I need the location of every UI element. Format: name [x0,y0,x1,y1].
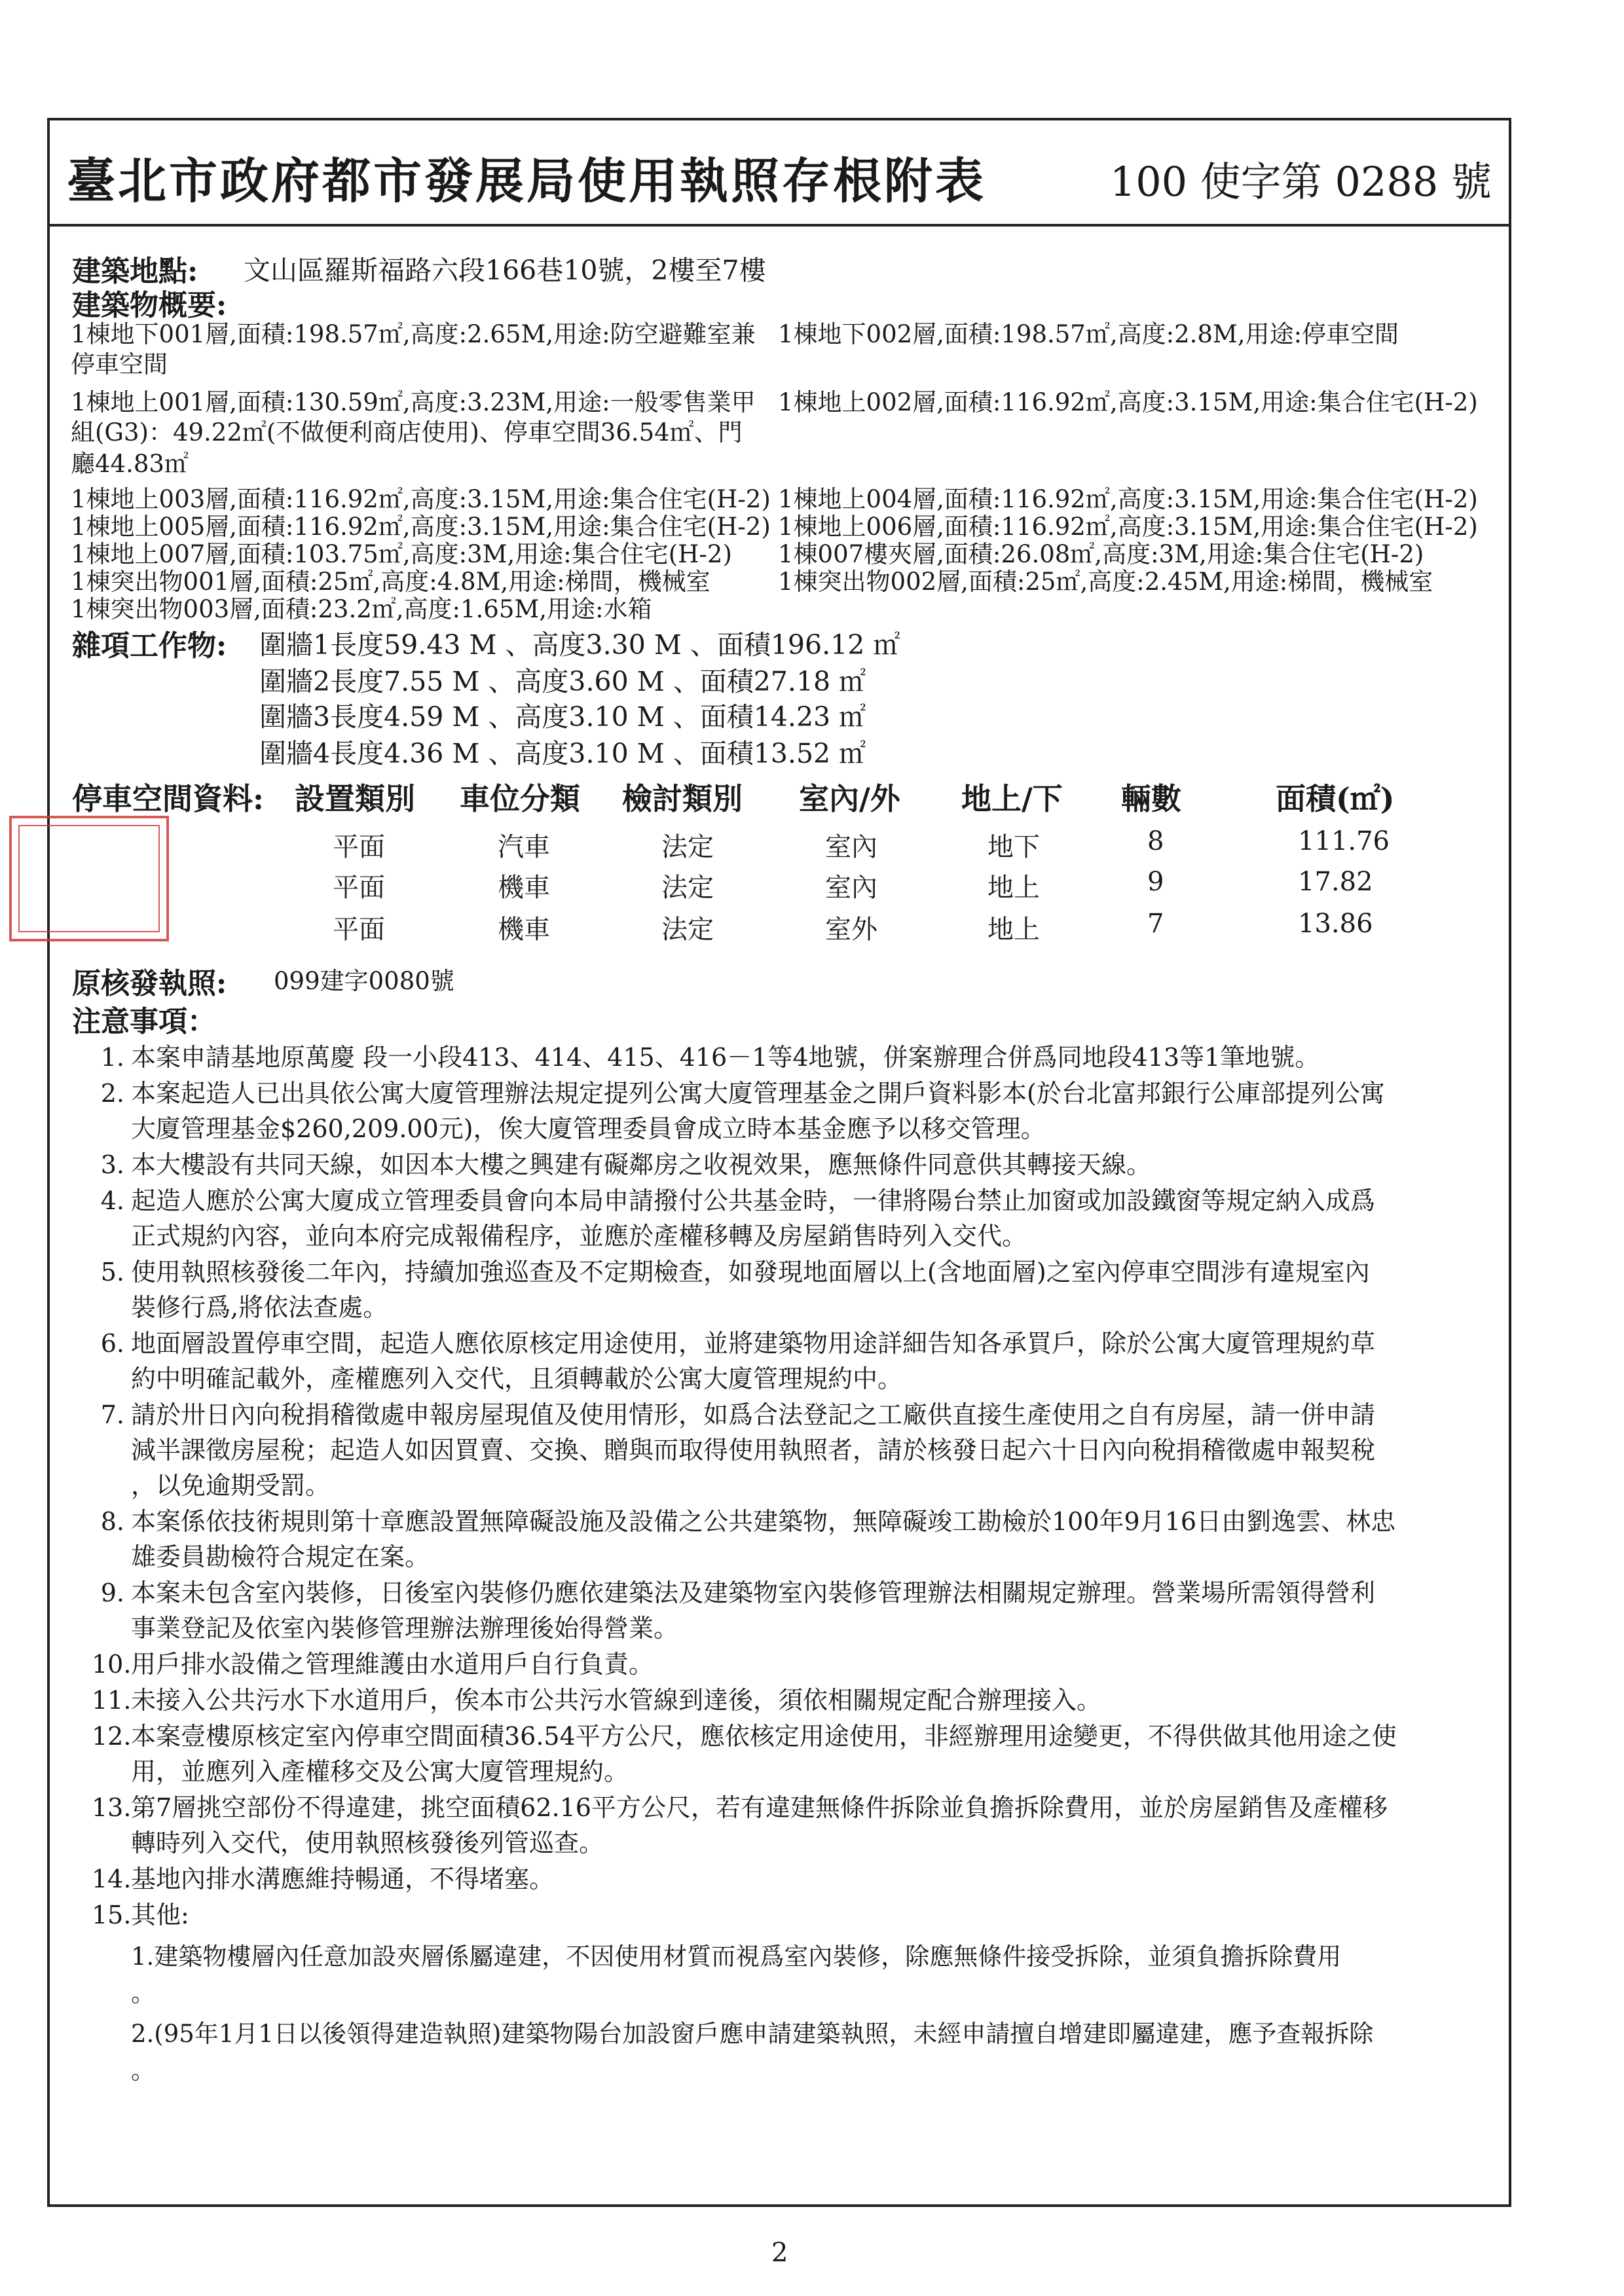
parking-cell: 平面 [333,915,385,945]
parking-cell: 法定 [661,915,714,945]
note-line: 本案申請基地原萬慶 段一小段413、414、415、416－1等4地號，併案辦理合併爲同地段413等1筆地號。 [131,1043,1320,1072]
note-line: 事業登記及依室內裝修管理辦法辦理後始得營業。 [131,1614,679,1643]
note-line: 地面層設置停車空間，起造人應依原核定用途使用，並將建築物用途詳細告知各承買戶，除於公寓大廈管理規約草 [131,1329,1376,1358]
parking-cell: 13.86 [1298,909,1373,939]
page-number: 2 [771,2238,788,2268]
note-text [131,1076,1486,1146]
overview-r3: 1棟突出物003層,面積:23.2㎡,高度:1.65M,用途:水箱 [71,595,652,623]
parking-cell: 111.76 [1298,826,1390,856]
note-text [131,1790,1486,1861]
note-sub-line: 。 [131,1979,155,2007]
parking-header-type: 設置類別 [295,781,415,816]
note-item [92,1397,1500,1503]
parking-cell: 平面 [333,832,385,862]
parking-cell: 機車 [498,915,550,945]
note-number: 10. [92,1650,132,1679]
note-text [131,1897,1486,1933]
parking-cell: 機車 [498,873,550,903]
note-number: 6. [100,1329,124,1358]
overview-label: 建築物概要: [72,289,227,322]
overview-f2: 1棟地上002層,面積:116.92㎡,高度:3.15M,用途:集合住宅(H-2) [778,388,1478,416]
note-number: 8. [100,1507,124,1536]
parking-cell: 17.82 [1298,867,1373,897]
note-item [92,1683,1500,1718]
note-line: 未接入公共污水下水道用戶，俟本市公共污水管線到達後，須依相關規定配合辦理接入。 [131,1686,1102,1715]
official-seal-icon [9,816,169,941]
overview-r2: 1棟突出物002層,面積:25㎡,高度:2.45M,用途:梯間，機械室 [778,568,1433,596]
misc-item: 圍牆3長度4.59 M 、高度3.10 M 、面積14.23 ㎡ [259,701,866,733]
parking-cell: 7 [1147,909,1164,939]
note-number: 14. [92,1865,132,1893]
note-line: 本大樓設有共同天線，如因本大樓之興建有礙鄰房之收視效果，應無條件同意供其轉接天線。 [131,1150,1152,1179]
parking-cell: 8 [1147,826,1164,856]
note-item [92,1504,1500,1575]
misc-item: 圍牆2長度7.55 M 、高度3.60 M 、面積27.18 ㎡ [259,666,866,697]
overview-f7: 1棟地上007層,面積:103.75㎡,高度:3M,用途:集合住宅(H-2) [71,540,732,568]
overview-f5: 1棟地上005層,面積:116.92㎡,高度:3.15M,用途:集合住宅(H-2) [71,513,771,541]
parking-cell: 室內 [825,832,877,862]
note-line: 轉時列入交代，使用執照核發後列管巡查。 [131,1829,604,1857]
note-number: 1. [100,1043,124,1072]
note-item [92,1861,1500,1897]
note-line: 大廈管理基金$260,209.00元)，俟大廈管理委員會成立時本基金應予以移交管理。 [131,1114,1046,1143]
note-text [131,1183,1486,1254]
overview-b1-line1: 1棟地下001層,面積:198.57㎡,高度:2.65M,用途:防空避難室兼 [71,320,756,348]
note-number: 9. [100,1578,124,1607]
parking-header-area: 面積(㎡) [1276,781,1395,816]
original-permit-value: 099建字0080號 [274,967,454,995]
overview-f6: 1棟地上006層,面積:116.92㎡,高度:3.15M,用途:集合住宅(H-2) [778,513,1478,541]
parking-header-vehicle: 車位分類 [460,781,580,816]
note-text [131,1254,1486,1325]
site-label: 建築地點: [72,255,198,288]
parking-cell: 地上 [987,915,1040,945]
note-number: 13. [92,1793,132,1822]
notes-label: 注意事項： [72,1005,216,1038]
overview-f4: 1棟地上004層,面積:116.92㎡,高度:3.15M,用途:集合住宅(H-2) [778,485,1478,513]
overview-m7: 1棟007樓夾層,面積:26.08㎡,高度:3M,用途:集合住宅(H-2) [778,540,1424,568]
original-permit-label: 原核發執照: [72,967,227,1000]
note-number: 12. [92,1722,132,1751]
parking-label: 停車空間資料: [72,781,264,816]
title-bar [47,118,1511,227]
overview-f1-line3: 廳44.83㎡ [71,450,189,478]
note-line: 用，並應列入產權移交及公寓大廈管理規約。 [131,1757,629,1786]
note-line: 裝修行爲,將依法查處。 [131,1293,388,1322]
note-item [92,1647,1500,1682]
overview-f3: 1棟地上003層,面積:116.92㎡,高度:3.15M,用途:集合住宅(H-2) [71,485,771,513]
note-sub-line: 。 [131,2056,155,2085]
misc-item: 圍牆4長度4.36 M 、高度3.10 M 、面積13.52 ㎡ [259,738,866,769]
overview-b2: 1棟地下002層,面積:198.57㎡,高度:2.8M,用途:停車空間 [778,320,1399,348]
note-number: 4. [100,1186,124,1215]
overview-r1: 1棟突出物001層,面積:25㎡,高度:4.8M,用途:梯間，機械室 [71,568,710,596]
parking-cell: 平面 [333,873,385,903]
note-text [131,1575,1486,1646]
note-text [131,1861,1486,1897]
note-sub-line: 2.(95年1月1日以後領得建造執照)建築物陽台加設窗戶應申請建築執照，未經申請擅自增建即屬違建，應予查報拆除 [131,2020,1374,2048]
note-sub-line: 1.建築物樓層內任意加設夾層係屬違建，不因使用材質而視爲室內裝修，除應無條件接受拆除，並須負擔拆除費用 [131,1942,1342,1971]
note-number: 3. [100,1150,124,1179]
note-text [131,1397,1486,1503]
parking-cell: 法定 [661,873,714,903]
note-item [92,1575,1500,1646]
parking-cell: 汽車 [498,832,550,862]
note-item [92,1719,1500,1789]
note-item [92,1790,1500,1861]
note-number: 5. [100,1258,124,1286]
parking-cell: 室外 [825,915,877,945]
note-item [92,1076,1500,1146]
parking-cell: 地上 [987,873,1040,903]
note-item [92,1183,1500,1254]
note-number: 15. [92,1901,132,1929]
note-sub-item [131,2016,1493,2089]
note-line: 約中明確記載外，產權應列入交代，且須轉載於公寓大廈管理規約中。 [131,1364,903,1393]
note-text [131,1504,1486,1575]
note-line: 雄委員勘檢符合規定在案。 [131,1542,430,1571]
parking-cell: 9 [1147,867,1164,897]
note-line: 本案係依技術規則第十章應設置無障礙設施及設備之公共建築物，無障礙竣工勘檢於100年9月16日由劉逸雲、林忠 [131,1507,1396,1536]
note-line: 第7層挑空部份不得違建，挑空面積62.16平方公尺，若有違建無條件拆除並負擔拆除費用，並於房屋銷售及產權移 [131,1793,1388,1822]
note-number: 11. [92,1686,132,1715]
parking-cell: 法定 [661,832,714,862]
note-line: ，以免逾期受罰。 [131,1471,331,1500]
note-line: 本案起造人已出具依公寓大廈管理辦法規定提列公寓大廈管理基金之開戶資料影本(於台北富邦銀行公庫部提列公寓 [131,1079,1385,1108]
note-text [131,1040,1486,1075]
note-line: 本案壹樓原核定室內停車空間面積36.54平方公尺，應依核定用途使用，非經辦理用途變更，不得供做其他用途之使 [131,1722,1397,1751]
note-number: 7. [100,1400,124,1429]
misc-label: 雜項工作物: [72,629,227,663]
parking-header-review: 檢討類別 [622,781,743,816]
note-line: 基地內排水溝應維持暢通，不得堵塞。 [131,1865,555,1893]
parking-header-indoor: 室內/外 [799,781,900,816]
note-item [92,1254,1500,1325]
note-text [131,1647,1486,1682]
site-value: 文山區羅斯福路六段166巷10號，2樓至7樓 [244,255,766,286]
note-line: 本案未包含室內裝修，日後室內裝修仍應依建築法及建築物室內裝修管理辦法相關規定辦理。營業場所需領得營利 [131,1578,1376,1607]
note-line: 起造人應於公寓大廈成立管理委員會向本局申請撥付公共基金時，一律將陽台禁止加窗或加設鐵窗等規定納入成爲 [131,1186,1376,1215]
note-line: 用戶排水設備之管理維護由水道用戶自行負責。 [131,1650,654,1679]
note-sub-item [131,1939,1493,2012]
document-title: 臺北市政府都市發展局使用執照存根附表 [67,153,986,210]
note-text [131,1683,1486,1718]
misc-item: 圍牆1長度59.43 M 、高度3.30 M 、面積196.12 ㎡ [259,629,900,661]
note-item [92,1326,1500,1396]
permit-number: 100 使字第 0288 號 [1109,158,1492,206]
note-number: 2. [100,1079,124,1108]
note-line: 請於卅日內向稅捐稽徵處申報房屋現值及使用情形，如爲合法登記之工廠供直接生產使用之自有房屋，請一併申請 [131,1400,1376,1429]
parking-header-count: 輛數 [1121,781,1181,816]
parking-cell: 地下 [987,832,1040,862]
note-line: 正式規約內容，並向本府完成報備程序，並應於產權移轉及房屋銷售時列入交代。 [131,1222,1027,1250]
parking-cell: 室內 [825,873,877,903]
note-line: 使用執照核發後二年內，持續加強巡查及不定期檢查，如發現地面層以上(含地面層)之室內停車空間涉有違規室內 [131,1258,1370,1286]
note-line: 減半課徵房屋稅；起造人如因買賣、交換、贈與而取得使用執照者，請於核發日起六十日內向稅捐稽徵處申報契稅 [131,1436,1376,1465]
note-text [131,1147,1486,1182]
note-item [92,1040,1500,1075]
note-item [92,1897,1500,1933]
overview-f1-line2: 組(G3)：49.22㎡(不做便利商店使用)、停車空間36.54㎡、門 [71,418,743,446]
note-text [131,1326,1486,1396]
parking-header-level: 地上/下 [961,781,1063,816]
overview-b1-line2: 停車空間 [71,350,168,378]
note-text [131,1719,1486,1789]
note-item [92,1147,1500,1182]
note-line: 其他: [131,1901,189,1929]
overview-f1-line1: 1棟地上001層,面積:130.59㎡,高度:3.23M,用途:一般零售業甲 [71,388,756,416]
